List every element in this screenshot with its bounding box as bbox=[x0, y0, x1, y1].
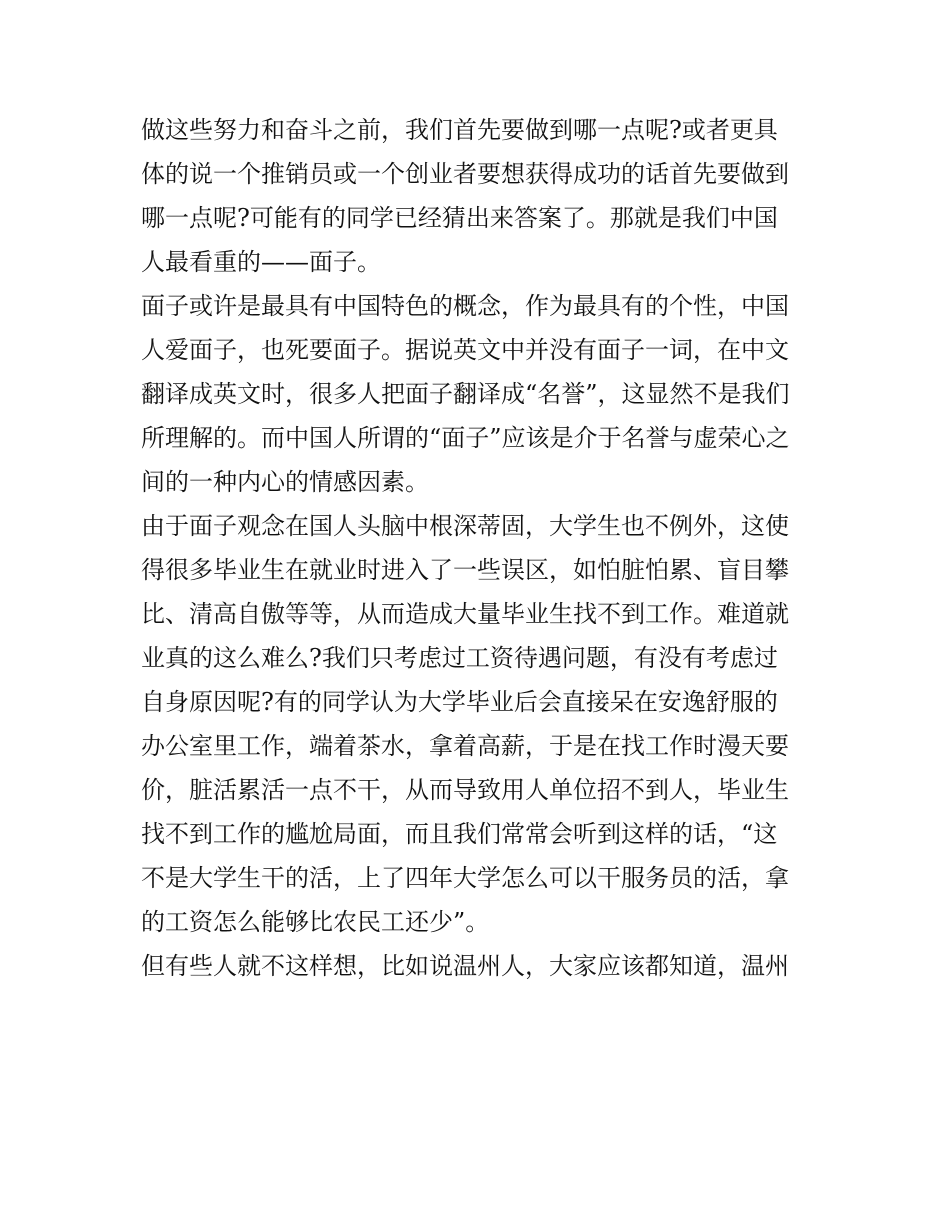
text-line: 面子或许是最具有中国特色的概念，作为最具有的个性，中国 bbox=[141, 292, 789, 320]
text-line: 人最看重的——面子。 bbox=[141, 248, 381, 276]
text-line: 得很多毕业生在就业时进入了一些误区，如怕脏怕累、盲目攀 bbox=[141, 556, 789, 584]
text-line: 人爱面子，也死要面子。据说英文中并没有面子一词，在中文 bbox=[141, 336, 789, 364]
text-line: 由于面子观念在国人头脑中根深蒂固，大学生也不例外，这使 bbox=[141, 512, 789, 540]
text-line: 的工资怎么能够比农民工还少”。 bbox=[141, 908, 490, 936]
text-line: 办公室里工作，端着茶水，拿着高薪，于是在找工作时漫天要 bbox=[141, 732, 789, 760]
text-line: 间的一种内心的情感因素。 bbox=[141, 468, 429, 496]
text-line: 自身原因呢?有的同学认为大学毕业后会直接呆在安逸舒服的 bbox=[141, 688, 778, 716]
text-line: 哪一点呢?可能有的同学已经猜出来答案了。那就是我们中国 bbox=[141, 204, 778, 232]
text-line: 体的说一个推销员或一个创业者要想获得成功的话首先要做到 bbox=[141, 160, 789, 188]
text-line: 做这些努力和奋斗之前，我们首先要做到哪一点呢?或者更具 bbox=[141, 116, 778, 144]
text-line: 业真的这么难么?我们只考虑过工资待遇问题，有没有考虑过 bbox=[141, 644, 778, 672]
document-body bbox=[141, 108, 813, 988]
text-line: 价，脏活累活一点不干，从而导致用人单位招不到人，毕业生 bbox=[141, 776, 789, 804]
text-line: 找不到工作的尴尬局面，而且我们常常会听到这样的话，“这 bbox=[141, 820, 778, 848]
text-line: 所理解的。而中国人所谓的“面子”应该是介于名誉与虚荣心之 bbox=[141, 424, 790, 452]
text-line: 比、清高自傲等等，从而造成大量毕业生找不到工作。难道就 bbox=[141, 600, 789, 628]
text-line: 翻译成英文时，很多人把面子翻译成“名誉”，这显然不是我们 bbox=[141, 380, 790, 408]
text-line: 但有些人就不这样想，比如说温州人，大家应该都知道，温州 bbox=[141, 952, 789, 980]
text-line: 不是大学生干的活，上了四年大学怎么可以干服务员的活，拿 bbox=[141, 864, 789, 892]
